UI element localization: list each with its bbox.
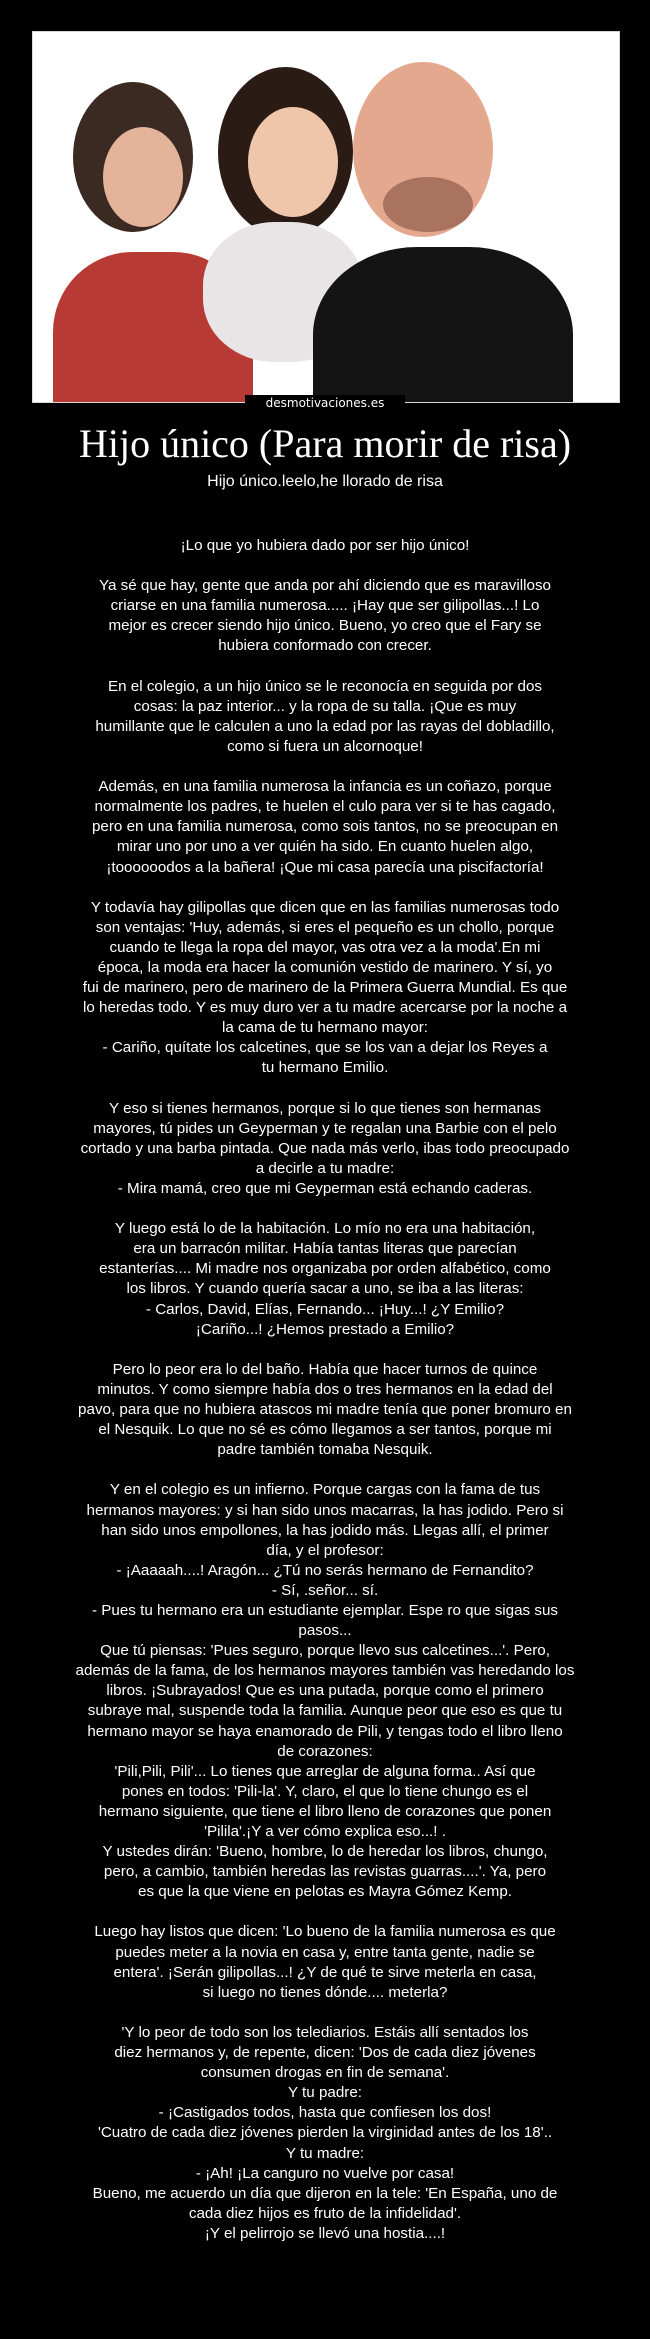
story-line: En el colegio, a un hijo único se le reconocía en seguida por dos [108,677,542,695]
story-line: lo heredas todo. Y es muy duro ver a tu madre acercarse por la noche a [82,999,568,1017]
story-paragraph [38,1099,612,1199]
story-line: cosas: la paz interior... y la ropa de su talla. ¡Que es muy [133,697,517,715]
story-paragraph [38,536,612,556]
story-line: Y tu padre: [287,2084,363,2102]
story-line: padre también tomaba Nesquik. [217,1441,433,1459]
story-line: pavo, para que no hubiera atascos mi madre tenía que poner bromuro en [78,1401,572,1419]
story-line: libros. ¡Subrayados! Que es una putada, porque como el primero [106,1682,544,1700]
story-line: consumen drogas en fin de semana'. [200,2064,450,2082]
story-line: Luego hay listos que dicen: 'Lo bueno de la familia numerosa es que [94,1923,556,1941]
girl-face [248,107,338,217]
poster-subtitle: Hijo único.leelo,he llorado de risa [207,473,443,490]
story-text [38,536,612,2264]
story-line: la cama de tu hermano mayor: [222,1019,428,1037]
story-line: fui de marinero, pero de marinero de la Primera Guerra Mundial. Es que [82,979,568,997]
story-line: - Mira mamá, creo que mi Geyperman está echando caderas. [117,1180,533,1197]
story-line: Ya sé que hay, gente que anda por ahí diciendo que es maravilloso [99,577,551,595]
story-line: puedes meter a la novia en casa y, entre tanta gente, nadie se [115,1943,535,1961]
story-line: época, la moda era hacer la comunión vestido de marinero. Y sí, yo [97,958,553,976]
man-beard [383,177,473,232]
story-line: Y en el colegio es un infierno. Porque cargas con la fama de tus [109,1481,541,1499]
story-line: subraye mal, suspende toda la familia. Aunque peor que eso es que tu [87,1702,563,1720]
story-line: ¡Y el pelirrojo se llevó una hostia....! [204,2224,446,2242]
story-line: pones en todos: 'Pili-la'. Y, claro, el que lo tiene chungo es el [121,1782,529,1800]
man-shirt [313,247,573,403]
story-line: mejor es crecer siendo hijo único. Bueno, yo creo que el Fary se [108,617,542,635]
story-line: hermano mayor se haya enamorado de Pili, y tengas todo el libro lleno [87,1722,563,1740]
story-line: - ¡Aaaaah....! Aragón... ¿Tú no serás hermano de Fernandito? [116,1561,534,1579]
story-line: estanterías.... Mi madre nos organizaba por orden alfabético, como [99,1260,551,1278]
site-watermark: desmotivaciones.es [245,395,405,411]
story-line: normalmente los padres, te huelen el culo para ver si te has cagado, [94,798,556,816]
story-line: día, y el profesor: [266,1541,384,1559]
story-line: 'Y lo peor de todo son los telediarios. Estáis allí sentados los [121,2023,529,2041]
story-line: Y todavía hay gilipollas que dicen que en las familias numerosas todo [90,898,560,916]
story-line: el Nesquik. Lo que no sé es cómo llegamos a ser tantos, porque mi [98,1421,552,1439]
story-line: a decirle a tu madre: [255,1159,395,1177]
story-paragraph [38,1360,612,1460]
story-paragraph [38,1219,612,1340]
story-line: era un barracón militar. Había tantas literas que parecían [133,1240,517,1258]
story-line: minutos. Y como siempre había dos o tres hermanos en la edad del [97,1380,553,1398]
story-line: cortado y una barba pintada. Que nada más verlo, ibas todo preocupado [80,1139,570,1157]
story-line: pero en una familia numerosa, como sois tantos, no se preocupan en [91,818,559,836]
story-line: mirar uno por uno a ver quién ha sido. En cuanto huelen algo, [116,838,534,856]
story-line: Bueno, me acuerdo un día que dijeron en la tele: 'En España, uno de [92,2184,558,2202]
story-line: hermanos mayores: y si han sido unos macarras, la has jodido. Pero si [86,1501,564,1519]
story-line: - Carlos, David, Elías, Fernando... ¡Huy...! ¿Y Emilio? [145,1300,505,1318]
story-line: Además, en una familia numerosa la infancia es un coñazo, porque [98,778,552,796]
story-paragraph [38,1480,612,1902]
story-line: Pero lo peor era lo del baño. Había que hacer turnos de quince [112,1360,538,1378]
story-line: Y eso si tienes hermanos, porque si lo que tienes son hermanas [109,1099,541,1117]
story-line: Y tu madre: [285,2144,365,2162]
story-line: además de la fama, de los hermanos mayores también vas heredando los [75,1662,575,1680]
story-line: son ventajas: 'Huy, además, si eres el pequeño es un chollo, porque [95,918,555,936]
story-line: Que tú piensas: 'Pues seguro, porque llevo sus calcetines...'. Pero, [100,1642,550,1660]
story-line: es que la que viene en pelotas es Mayra Gómez Kemp. [138,1883,512,1901]
story-line: los libros. Y cuando quería sacar a uno, se iba a las literas: [126,1280,524,1298]
story-line: - Cariño, quítate los calcetines, que se los van a dejar los Reyes a [102,1039,548,1057]
story-paragraph [38,1922,612,2002]
story-paragraph [38,777,612,877]
story-line: Y ustedes dirán: 'Bueno, hombre, lo de heredar los libros, chungo, [102,1843,548,1861]
story-line: pero, a cambio, también heredas las revistas guarras....'. Ya, pero [103,1863,547,1881]
story-line: cuando te llega la ropa del mayor, vas otra vez a la moda'.En mi [109,938,541,956]
story-line: de corazones: [277,1742,373,1760]
poster-image-frame [32,31,620,403]
story-line: han sido unos empollones, la has jodido más. Llegas allí, el primer [101,1521,549,1539]
story-paragraph [38,2023,612,2244]
story-line: humillante que le calculen a uno la edad por las rayas del dobladillo, [95,717,555,735]
story-line: cada diez hijos es fruto de la infidelidad'. [188,2204,462,2222]
story-line: - ¡Castigados todos, hasta que confiesen los dos! [158,2104,492,2122]
story-paragraph [38,677,612,757]
poster-title: Hijo único (Para morir de risa) [78,421,572,466]
woman-face [103,127,183,227]
story-line: ¡toooooodos a la bañera! ¡Que mi casa parecía una piscifactoría! [106,858,544,876]
story-line: ¡Lo que yo hubiera dado por ser hijo único! [180,537,470,554]
story-line: si luego no tienes dónde.... meterla? [202,1983,448,2001]
story-line: pasos... [298,1622,352,1640]
story-line: ¡Cariño...! ¿Hemos prestado a Emilio? [195,1320,455,1338]
story-line: criarse en una familia numerosa..... ¡Hay que ser gilipollas...! Lo [110,597,540,615]
story-line: hubiera conformado con crecer. [218,637,432,655]
family-photo [33,32,619,402]
story-paragraph [38,898,612,1079]
story-line: diez hermanos y, de repente, dicen: 'Dos de cada diez jóvenes [114,2044,536,2062]
story-line: - ¡Ah! ¡La canguro no vuelve por casa! [195,2164,455,2182]
story-line: como si fuera un alcornoque! [227,737,423,755]
story-line: - Sí, .señor... sí. [271,1581,379,1599]
story-line: Y luego está lo de la habitación. Lo mío no era una habitación, [114,1220,536,1238]
story-line: mayores, tú pides un Geyperman y te regalan una Barbie con el pelo [93,1119,557,1137]
story-line: hermano siguiente, que tiene el libro lleno de corazones que ponen [98,1802,552,1820]
story-line: tu hermano Emilio. [261,1059,389,1077]
story-line: 'Pili,Pili, Pili'... Lo tienes que arreglar de alguna forma.. Así que [114,1762,536,1780]
story-line: entera'. ¡Serán gilipollas...! ¿Y de qué te sirve meterla en casa, [113,1963,537,1981]
story-line: 'Pilila'.¡Y a ver cómo explica eso...! . [204,1823,446,1840]
story-line: 'Cuatro de cada diez jóvenes pierden la virginidad antes de los 18'.. [97,2124,553,2142]
story-paragraph [38,576,612,656]
story-line: - Pues tu hermano era un estudiante ejemplar. Espe ro que sigas sus [91,1601,559,1619]
